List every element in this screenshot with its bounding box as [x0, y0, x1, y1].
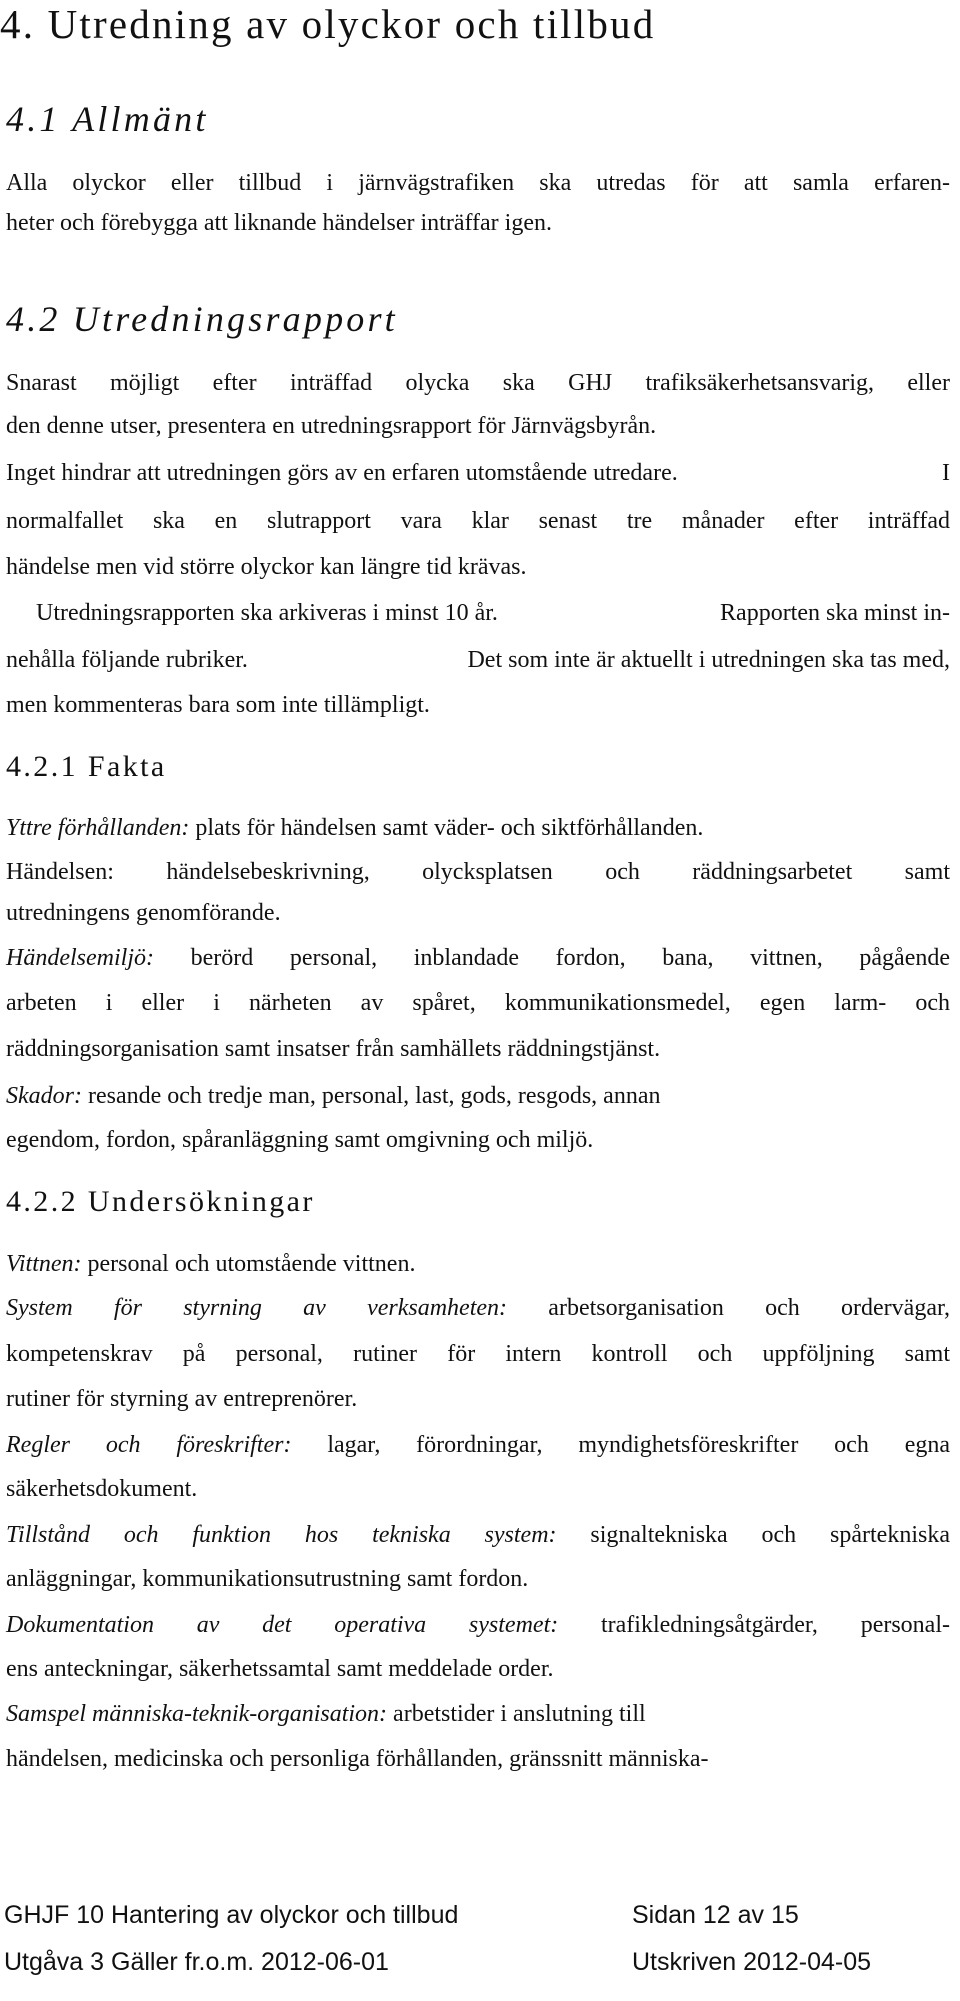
fakta-line: räddningsorganisation samt insatser från samhällets räddningstjänst.: [6, 1036, 661, 1062]
undersokning-line: händelsen, medicinska och personliga förhållanden, gränssnitt människa-: [6, 1746, 709, 1772]
paragraph-line: Alla olyckor eller tillbud i järnvägstrafiken ska utredas för att samla erfaren-: [6, 170, 950, 196]
undersokning-line: Tillstånd och funktion hos tekniska system: signaltekniska och spårtekniska: [6, 1522, 950, 1548]
subsection-heading-undersokningar: 4.2.2 Undersökningar: [6, 1185, 315, 1218]
undersokning-line: anläggningar, kommunikationsutrustning samt fordon.: [6, 1566, 529, 1592]
paragraph-line: men kommenteras bara som inte tillämpligt.: [6, 692, 430, 718]
undersokning-line: Regler och föreskrifter: lagar, förordningar, myndighetsföreskrifter och egna: [6, 1432, 950, 1458]
paragraph-line: den denne utser, presentera en utredningsrapport för Järnvägsbyrån.: [6, 413, 657, 439]
paragraph-line: Utredningsrapporten ska arkiveras i minst 10 år. Rapporten ska minst in-: [36, 600, 950, 626]
undersokning-line: Samspel människa-teknik-organisation: arbetstider i anslutning till: [6, 1701, 646, 1727]
fakta-line: arbeten i eller i närheten av spåret, kommunikationsmedel, egen larm- och: [6, 990, 950, 1016]
fakta-line: egendom, fordon, spåranläggning samt omgivning och miljö.: [6, 1127, 594, 1153]
undersokning-line: rutiner för styrning av entreprenörer.: [6, 1386, 358, 1412]
paragraph-line: Inget hindrar att utredningen görs av en erfaren utomstående utredare. I: [6, 460, 950, 486]
fakta-line: utredningens genomförande.: [6, 900, 281, 926]
undersokning-line: System för styrning av verksamheten: arbetsorganisation och ordervägar,: [6, 1295, 951, 1321]
undersokning-line: säkerhetsdokument.: [6, 1476, 198, 1502]
footer-edition: Utgåva 3 Gäller fr.o.m. 2012-06-01: [4, 1948, 389, 1976]
section-heading-allmant: 4.1 Allmänt: [6, 99, 209, 139]
paragraph-line: normalfallet ska en slutrapport vara klar senast tre månader efter inträffad: [6, 508, 950, 534]
section-heading-utredningsrapport: 4.2 Utredningsrapport: [6, 299, 398, 339]
fakta-line: Skador: resande och tredje man, personal, last, gods, resgods, annan: [6, 1083, 661, 1109]
undersokning-line: ens anteckningar, säkerhetssamtal samt meddelade order.: [6, 1656, 554, 1682]
footer-page-number: Sidan 12 av 15: [632, 1901, 799, 1929]
footer-title: GHJF 10 Hantering av olyckor och tillbud: [4, 1901, 459, 1929]
undersokning-line: Vittnen: personal och utomstående vittnen.: [6, 1251, 416, 1277]
fakta-line: Händelsen: händelsebeskrivning, olycksplatsen och räddningsarbetet samt: [6, 859, 950, 885]
subsection-heading-fakta: 4.2.1 Fakta: [6, 750, 167, 783]
chapter-heading: 4. Utredning av olyckor och tillbud: [0, 1, 656, 47]
fakta-line: Yttre förhållanden: plats för händelsen samt väder- och siktförhållanden.: [6, 815, 704, 841]
paragraph-line: heter och förebygga att liknande händelser inträffar igen.: [6, 210, 552, 236]
paragraph-line: Snarast möjligt efter inträffad olycka ska GHJ trafiksäkerhetsansvarig, eller: [6, 370, 950, 396]
undersokning-line: Dokumentation av det operativa systemet: trafikledningsåtgärder, personal-: [6, 1612, 950, 1638]
fakta-line: Händelsemiljö: berörd personal, inblandade fordon, bana, vittnen, pågående: [6, 945, 950, 971]
undersokning-line: kompetenskrav på personal, rutiner för intern kontroll och uppföljning samt: [6, 1341, 950, 1367]
paragraph-line: nehålla följande rubriker. Det som inte är aktuellt i utredningen ska tas med,: [6, 647, 950, 673]
paragraph-line: händelse men vid större olyckor kan längre tid krävas.: [6, 554, 527, 580]
footer-printed-date: Utskriven 2012-04-05: [632, 1948, 872, 1976]
